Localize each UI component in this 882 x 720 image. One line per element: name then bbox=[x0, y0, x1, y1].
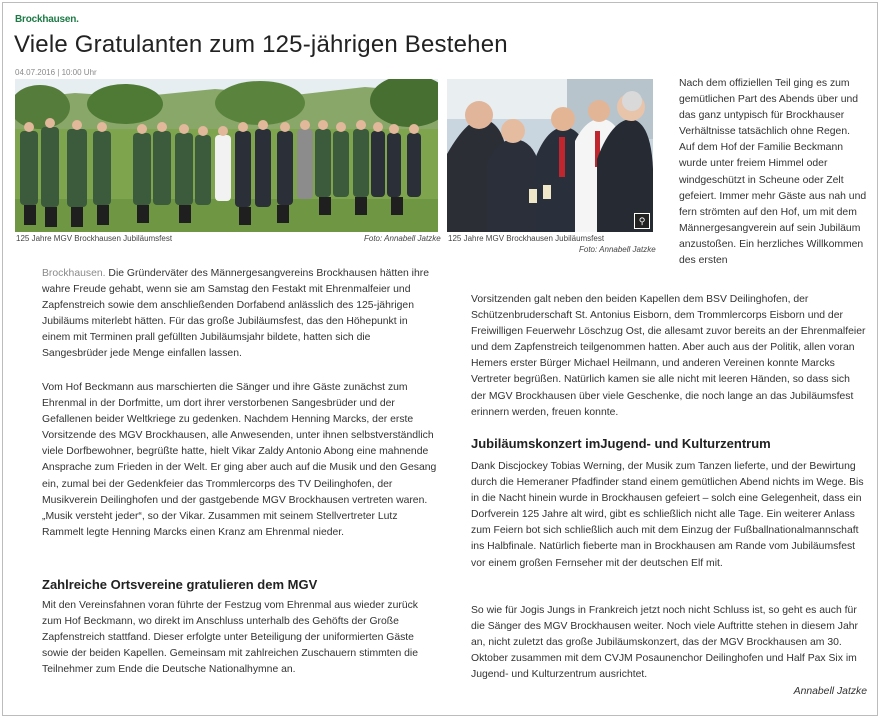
group-photo-image bbox=[15, 79, 438, 232]
article-paragraph bbox=[42, 598, 437, 678]
photo-group[interactable] bbox=[15, 79, 438, 232]
article-paragraph bbox=[471, 459, 867, 572]
photo-caption-2: 125 Jahre MGV Brockhausen Jubiläumsfest bbox=[448, 234, 605, 243]
subheading-2: Jubiläumskonzert imJugend- und Kulturzentrum bbox=[471, 436, 771, 451]
paragraph-4: Dank Discjockey Tobias Werning, der Musik zum Tanzen lieferte, und der Bewirtung durch die Hemeraner Pfadfinder stand einem gemütlichen Abend nichts im Wege. Bis in die Nacht hinein wurde in Brockhausen gefeiert – solch eine Gelegenheit, dass ein Dorfverein 125 Jahre alt wird, gibt es schließlich nicht alle Tage. Ein weiterer Anlass zum Feiern bot sich schließlich auch mit dem Einzug der Fußballnationalmannschaft ins Halbfinale. Natürlich fieberte man in Brockhausen am Rande vom Jubiläumsfest vor einem großen Fernseher mit der deutschen Elf mit. bbox=[471, 461, 864, 569]
lead-location: Brockhausen. bbox=[42, 268, 106, 279]
paragraph-right-cont: Vorsitzenden galt neben den beiden Kapellen dem BSV Deilinghofen, der Schützenbruderschaft St. Antonius Eisborn, dem Trommlercorps Eisborn und der Freiwilligen Feuerwehr Löschzug Ost, die allesamt zuvor bereits an der Ehrenmalfeier und dem Zapfenstreich teilgenommen hatten. Aber auch aus der Politik, allen voran Hemers erster Bürger Michael Heilmann, und anderen Vereinen konnte Marcks Vertreter begrüßen. Natürlich kamen sie alle nicht mit leeren Händen, so dass sich der MGV Brockhausen über viele Geschenke, die noch lange an das Jubiläumsfest erinnern werden, freuen konnte. bbox=[471, 294, 866, 418]
lead-text: Die Gründerväter des Männergesangvereins Brockhausen hätten ihre wahre Freude gehabt, wenn sie am Samstag den Festakt mit Ehrenmalfeier und Zapfenstreich sowie dem anschließenden Dorfabend anlässlich des 125-jährigen Jubiläums miterlebt hätten. Für das große Jubiläumsfest, das den Höhepunkt in einem mit Terminen prall gefüllten Jubiläumsjahr bildete, hatten sich die Sangesbrüder jede Menge einfallen lassen. bbox=[42, 268, 429, 360]
photo-credit-2: Foto: Annabell Jatzke bbox=[579, 245, 656, 254]
article-paragraph bbox=[471, 292, 867, 421]
author: Annabell Jatzke bbox=[793, 686, 867, 697]
photo-credit-1: Foto: Annabell Jatzke bbox=[364, 234, 441, 243]
toast-photo-image bbox=[447, 79, 653, 232]
photo-toast[interactable] bbox=[447, 79, 653, 232]
paragraph-5: So wie für Jogis Jungs in Frankreich jetzt noch nicht Schluss ist, so geht es auch für die Sänger des MGV Brockhausen weiter. Noch viele Auftritte stehen in diesem Jahr an, nicht zuletzt das große Jubiläumskonzert, das der MGV Brockhausen am 30. Oktober zusammen mit dem CVJM Posaunenchor Deilinghofen und Half Pax Six im Jugend- und Kulturzentrum ausrichtet. bbox=[471, 605, 858, 681]
photo-caption-1: 125 Jahre MGV Brockhausen Jubiläumsfest bbox=[16, 234, 173, 243]
article-paragraph bbox=[42, 380, 437, 541]
article-paragraph bbox=[679, 76, 867, 269]
left-column bbox=[42, 266, 437, 363]
paragraph-2: Vom Hof Beckmann aus marschierten die Sänger und ihre Gäste zunächst zum Ehrenmal in der Dorfmitte, um dort ihrer verstorbenen Sangesbrüder und der Gefallenen beider Weltkriege zu gedenken. Nachdem Henning Marcks, der erste Vorsitzende des MGV Brockhausen, alle Anwesenden, unter ihnen selbstverständlich viele Dorfbewohner, begrüßte hatte, hielt Vikar Zaldy Antonio Abong eine mahnende Ansprache zum Frieden in der Welt. Er ging aber auch auf die Musik und den Gesang ein, zumal bei der Gedenkfeier das Trommlercorps des TV Deilinghofen, der Musikverein Deilinghofen und der gastgebende MGV Brockhausen vertreten waren. „Musik versteht jeder“, so der Vikar. Zusammen mit seinem Stellvertreter Lutz Rammelt legte Henning Marcks einen Kranz am Ehrenmal nieder. bbox=[42, 382, 437, 538]
paragraph-right-top: Nach dem offiziellen Teil ging es zum gemütlichen Part des Abends über und das ganz untypisch für Brockhauser Verhältnisse tatsächlich ohne Regen. Auf dem Hof der Familie Beckmann wurde unter freiem Himmel oder windgeschützt in Scheune oder Zelt gefeiert. Immer mehr Gäste aus nah und fern strömten auf den Hof, um mit dem Männergesangverein auf sein Jubiläum anzustoßen. Ein herzliches Willkommen des ersten bbox=[679, 78, 867, 267]
lead-paragraph bbox=[42, 266, 437, 363]
article-title: Viele Gratulanten zum 125-jährigen Bestehen bbox=[14, 31, 508, 58]
subheading-1: Zahlreiche Ortsvereine gratulieren dem MGV bbox=[42, 577, 318, 592]
zoom-icon[interactable]: ⚲ bbox=[634, 213, 650, 229]
paragraph-3: Mit den Vereinsfahnen voran führte der Festzug vom Ehrenmal aus wieder zurück zum Hof Beckmann, wo direkt im Anschluss unterhalb des Gehöfts der Große Zapfenstreich stattfand. Dieser erfolgte unter Beteiligung der uniformierten Gäste sowie der beiden Kapellen. Gemeinsam mit zahlreichen Zuschauern stimmten die Teilnehmer zum Ende die Deutsche Nationalhymne an. bbox=[42, 600, 418, 676]
article-paragraph bbox=[471, 603, 867, 683]
publish-date: 04.07.2016 | 10:00 Uhr bbox=[15, 68, 97, 77]
kicker: Brockhausen. bbox=[15, 14, 79, 25]
